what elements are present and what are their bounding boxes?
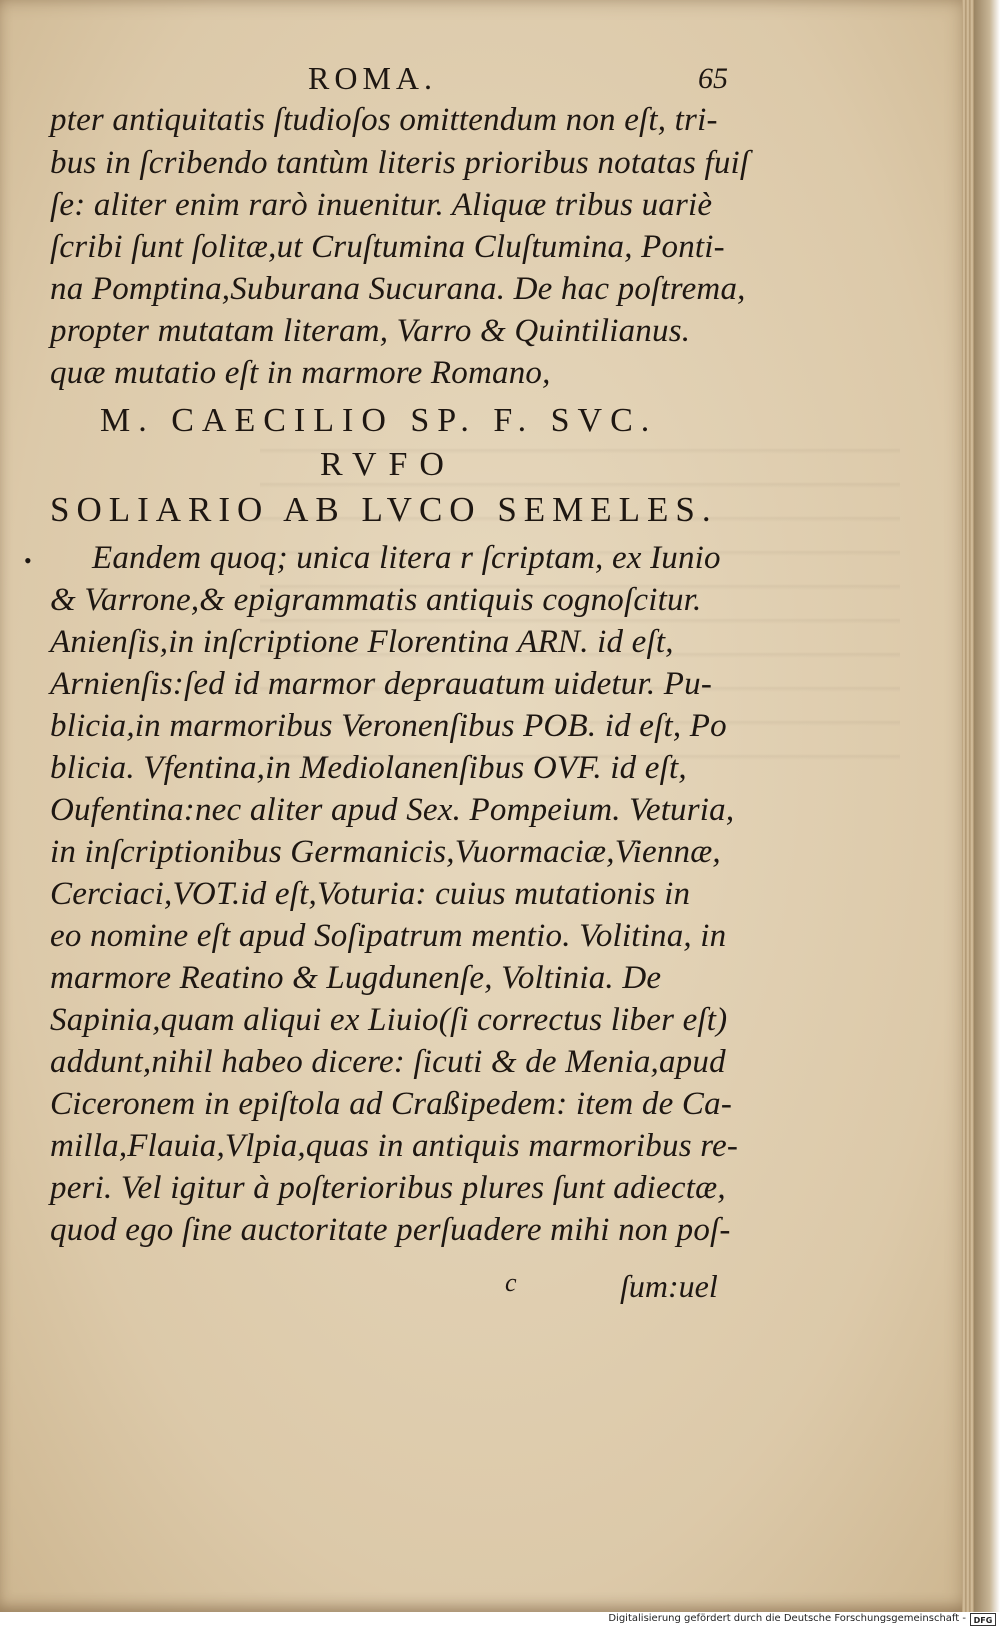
signature-mark: c [505,1268,517,1297]
page-edge-texture [962,0,974,1612]
text-line: milla,Flauia,Vlpia,quas in antiquis marmoribus re- [50,1128,739,1164]
page-number: 65 [698,62,728,95]
text-line: Oufentina:nec aliter apud Sex. Pompeium. Veturia, [50,792,735,828]
text-line: ſe: aliter enim rarò inuenitur. Aliquæ tribus uariè [50,187,713,223]
text-line: quod ego ſine auctoritate perſuadere mihi non poſ- [50,1212,731,1248]
text-line: peri. Vel igitur à poſterioribus plures ſunt adiectæ, [50,1170,726,1206]
text-line: Cerciaci,VOT.id eſt,Voturia: cuius mutationis in [50,876,691,912]
running-head: ROMA. [308,60,438,96]
text-line: in inſcriptionibus Germanicis,Vuormaciæ,Viennæ, [50,834,721,870]
text-line: Sapinia,quam aliqui ex Liuio(ſi correctus liber eſt) [50,1002,728,1038]
catchword: ſum:uel [620,1268,718,1304]
text-line: Anienſis,in inſcriptione Florentina ARN. id eſt, [50,624,674,660]
text-line: eo nomine eſt apud Soſipatrum mentio. Volitina, in [50,918,727,954]
text-line: marmore Reatino & Lugdunenſe, Voltinia. De [50,960,662,996]
binding-shadow [974,0,1000,1612]
footer-credit: Digitalisierung gefördert durch die Deutsche Forschungsgemeinschaft - [608,1613,966,1624]
text-line: Ciceronem in epiſtola ad Craßipedem: item de Ca- [50,1086,733,1122]
text-line: blicia. Vfentina,in Mediolanenſibus OVF. id eſt, [50,750,687,786]
inscription-line: M. CAECILIO SP. F. SVC. [100,402,658,439]
inscription-line: RVFO [320,446,456,483]
text-line: propter mutatam literam, Varro & Quintilianus. [50,313,691,349]
text-line: addunt,nihil habeo dicere: ſicuti & de Menia,apud [50,1044,726,1080]
text-line: quæ mutatio eſt in marmore Romano, [50,355,551,391]
text-line: pter antiquitatis ſtudioſos omittendum non eſt, tri- [50,102,718,138]
text-line: na Pomptina,Suburana Sucurana. De hac poſtrema, [50,271,746,307]
text-line: ſcribi ſunt ſolitæ,ut Cruſtumina Cluſtumina, Ponti- [50,229,725,265]
text-line: Arnienſis:ſed id marmor deprauatum uidetur. Pu- [50,666,713,702]
dfg-logo: DFG [970,1613,996,1626]
text-line: & Varrone,& epigrammatis antiquis cognoſcitur. [50,582,702,618]
inscription-line: SOLIARIO AB LVCO SEMELES. [50,490,718,529]
digitization-footer [0,1612,1000,1628]
text-line: bus in ſcribendo tantùm literis prioribus notatas fuiſ [50,145,750,181]
text-line: blicia,in marmoribus Veronenſibus POB. id eſt, Po [50,708,727,744]
text-line: Eandem quoq; unica litera r ſcriptam, ex Iunio [92,540,721,576]
margin-mark: • [24,548,32,573]
